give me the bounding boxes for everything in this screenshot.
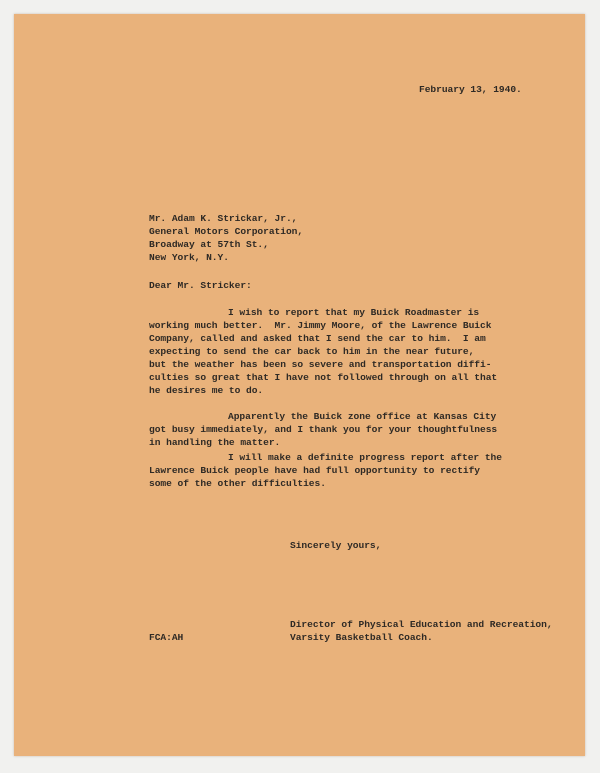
paragraph-1-line-3: Company, called and asked that I send the car to him. I am (149, 333, 486, 344)
paragraph-2-line-2: got busy immediately, and I thank you for your thoughtfulness (149, 424, 498, 435)
typist-initials: FCA:AH (149, 632, 184, 643)
letter-date: February 13, 1940. (419, 84, 522, 95)
paragraph-3-line-2: Lawrence Buick people have had full opportunity to rectify (149, 465, 481, 476)
paragraph-2-line-1: Apparently the Buick zone office at Kansas City (228, 411, 497, 422)
closing: Sincerely yours, (290, 540, 382, 551)
paragraph-3-line-1: I will make a definite progress report after the (228, 452, 502, 463)
address-line-name: Mr. Adam K. Strickar, Jr., (149, 213, 298, 224)
paragraph-3-line-3: some of the other difficulties. (149, 478, 326, 489)
letter-page (14, 14, 585, 756)
signature-title-line-2: Varsity Basketball Coach. (290, 632, 433, 643)
paragraph-2-line-3: in handling the matter. (149, 437, 281, 448)
address-line-company: General Motors Corporation, (149, 226, 304, 237)
paragraph-1-line-2: working much better. Mr. Jimmy Moore, of the Lawrence Buick (149, 320, 492, 331)
paragraph-1-line-4: expecting to send the car back to him in the near future, (149, 346, 475, 357)
address-line-city: New York, N.Y. (149, 252, 229, 263)
signature-title-line-1: Director of Physical Education and Recreation, (290, 619, 553, 630)
paragraph-1-line-5: but the weather has been so severe and transportation diffi- (149, 359, 492, 370)
paragraph-1-line-7: he desires me to do. (149, 385, 264, 396)
address-line-street: Broadway at 57th St., (149, 239, 269, 250)
paragraph-1-line-6: culties so great that I have not followed through on all that (149, 372, 498, 383)
paragraph-1-line-1: I wish to report that my Buick Roadmaster is (228, 307, 480, 318)
salutation: Dear Mr. Stricker: (149, 280, 252, 291)
